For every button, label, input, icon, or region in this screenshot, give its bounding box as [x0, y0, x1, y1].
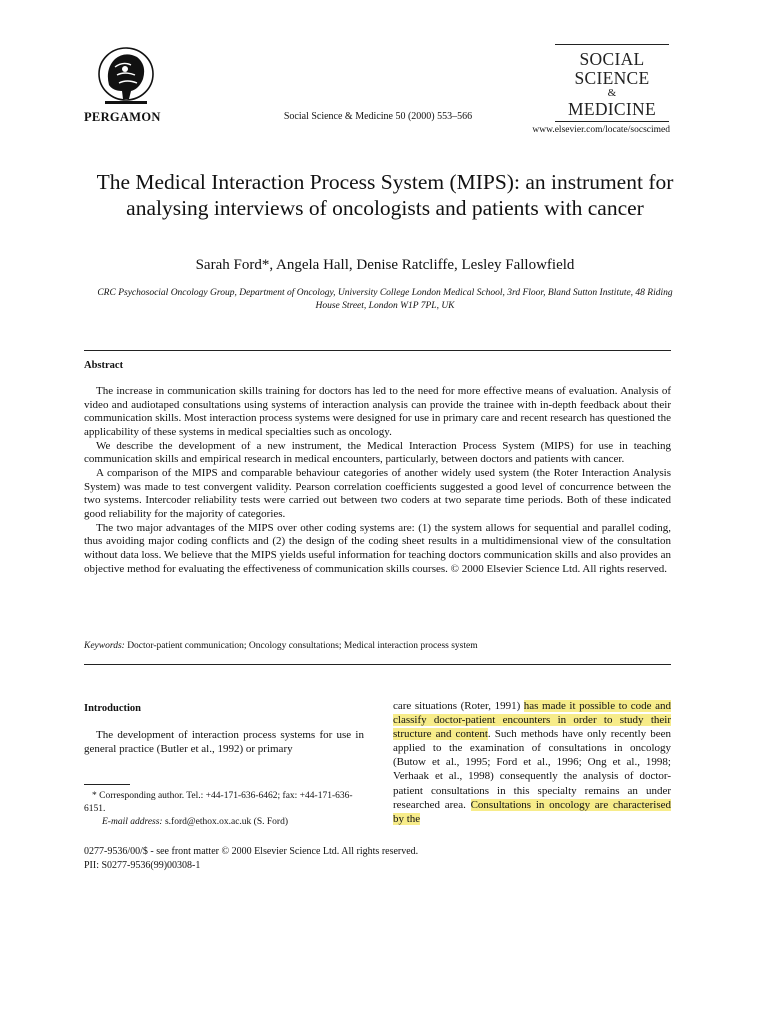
- journal-title-line: &: [607, 87, 617, 99]
- email-address-link[interactable]: s.ford@ethox.ox.ac.uk (S. Ford): [164, 817, 288, 828]
- abstract-paragraph: The increase in communication skills training for doctors has led to the need for more effective means of evaluation. Analysis of video and audiotaped consultations using systems of interaction analysis can provide the trainee with in-depth feedback about their communication skills. Most interaction process systems were designed for use in primary care and recent research has questioned the applicability of these systems in medical specialties such as oncology.: [84, 385, 671, 438]
- corresponding-author-note: * Corresponding author. Tel.: +44-171-636-6462; fax: +44-171-636-6151.: [84, 791, 353, 815]
- highlighted-text: Consultations in oncology are characterised by the: [393, 798, 671, 825]
- journal-url-link[interactable]: www.elsevier.com/locate/socscimed: [532, 125, 670, 135]
- keywords-text: Doctor-patient communication; Oncology consultations; Medical interaction process system: [127, 641, 478, 651]
- pii-line: PII: S0277-9536(99)00308-1: [84, 859, 201, 871]
- abstract-body: [84, 385, 671, 576]
- highlighted-text: has made it possible to code and classify doctor-patient encounters in order to study their structure and content: [393, 700, 671, 741]
- elsevier-tree-logo-icon: [95, 45, 157, 109]
- journal-title-line: MEDICINE: [568, 99, 656, 119]
- author-list: Sarah Ford*, Angela Hall, Denise Ratcliffe, Lesley Fallowfield: [195, 257, 575, 273]
- copyright-notice: [84, 845, 418, 872]
- email-label: E-mail address:: [102, 817, 163, 828]
- email-note: [84, 816, 362, 829]
- article-title: The Medical Interaction Process System (MIPS): an instrument for analysing interviews of oncologists and patients with cancer: [96, 170, 674, 220]
- keywords: [84, 641, 478, 651]
- intro-text-segment: . Such methods have only recently been applied to the examination of consultations in oncology (Butow et al., 1995; Ford et al., 1996; Ong et al., 1998; Verhaak et al., 1998) consequently the analysis of doctor-patient consultations in this specialty remains an under researched area.: [393, 728, 671, 811]
- keywords-label: Keywords:: [84, 641, 125, 651]
- footnote-divider: [84, 784, 130, 785]
- publisher-name: PERGAMON: [84, 110, 161, 124]
- author-affiliation: CRC Psychosocial Oncology Group, Department of Oncology, University College London Medical School, 3rd Floor, Bland Sutton Institute, 48 Riding House Street, London W1P 7PL, UK: [97, 288, 673, 311]
- journal-masthead: [555, 44, 669, 122]
- intro-text-segment: care situations (Roter, 1991): [393, 700, 524, 712]
- journal-title-line: SCIENCE: [574, 68, 650, 88]
- copyright-line: 0277-9536/00/$ - see front matter © 2000 Elsevier Science Ltd. All rights reserved.: [84, 846, 419, 857]
- abstract-paragraph: We describe the development of a new instrument, the Medical Interaction Process System (MIPS) for use in teaching communication skills and empirical research in medical encounters, particularly, between doctors and patients with cancer.: [84, 439, 671, 466]
- journal-citation: Social Science & Medicine 50 (2000) 553–566: [283, 111, 473, 122]
- abstract-paragraph: A comparison of the MIPS and comparable behaviour categories of another widely used system (the Roter Interaction Analysis System) was made to test convergent validity. Pearson correlation coefficients suggested a good level of concurrence between the two systems. Intercoder reliability tests were carried out between two coders at two separate time periods. Both of these indicated good reliability for the majority of categories.: [84, 466, 671, 520]
- abstract-paragraph: The two major advantages of the MIPS over other coding systems are: (1) the system allows for sequential and parallel coding, thus avoiding major coding conflicts and (2) the design of the coding sheet results in a multidimensional view of the consultation without data loss. We believe that the MIPS yields useful information for teaching doctors communication skills and also provides an objective method for evaluating the effectiveness of communication skills courses. © 2000 Elsevier Science Ltd. All rights reserved.: [84, 521, 671, 575]
- intro-continuation: [393, 699, 671, 826]
- intro-paragraph: The development of interaction process systems for use in general practice (Butler et al., 1992) or primary: [84, 729, 364, 755]
- abstract-heading: Abstract: [84, 360, 124, 371]
- divider: [84, 664, 671, 665]
- section-heading: Introduction: [84, 703, 141, 714]
- divider: [84, 350, 671, 351]
- journal-title-line: SOCIAL: [579, 49, 645, 69]
- footnote: [84, 790, 362, 830]
